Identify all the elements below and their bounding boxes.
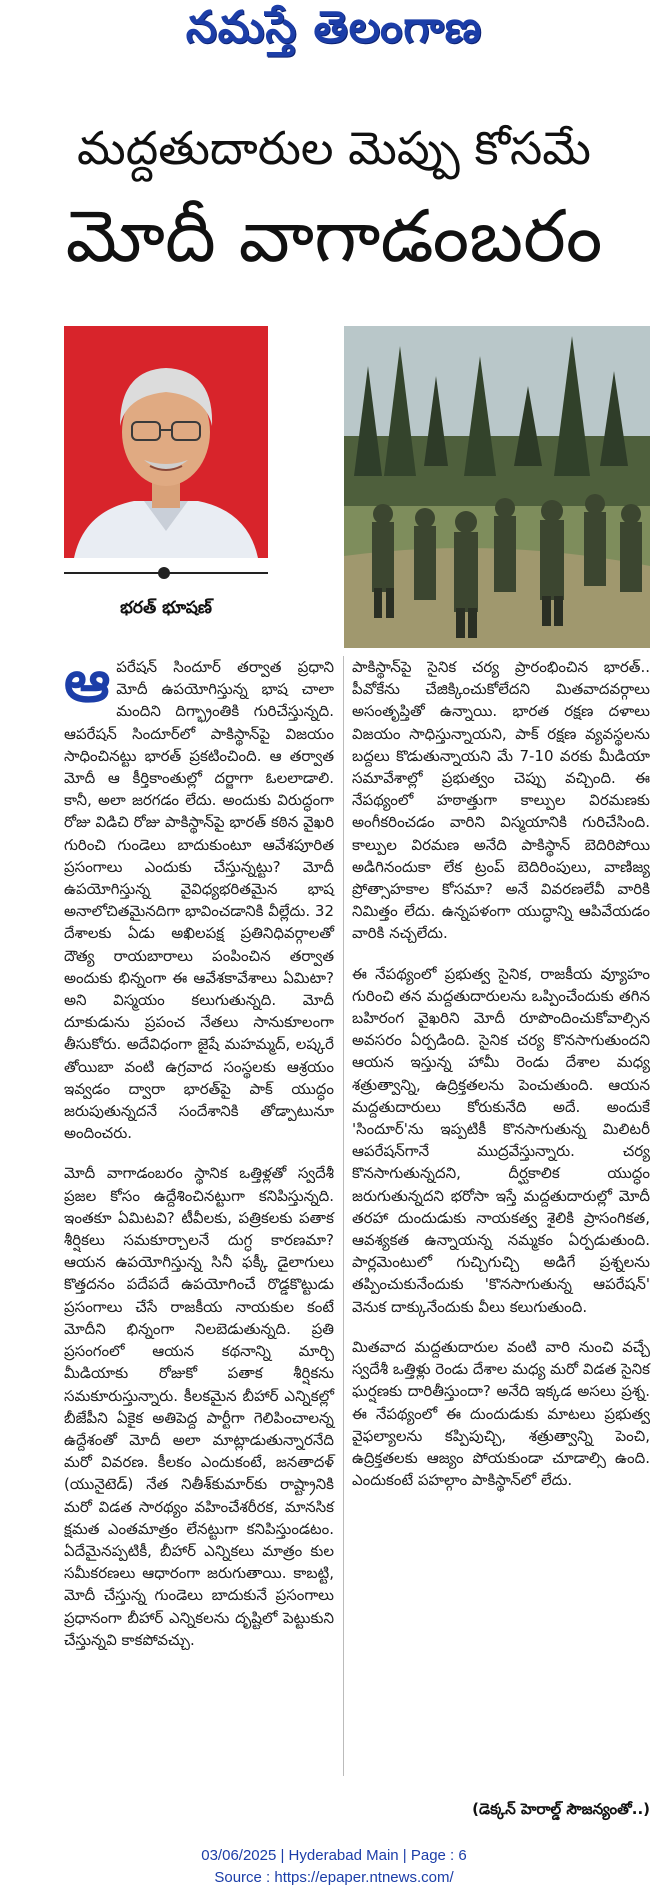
paragraph: మోదీ వాగాడంబరం స్థానిక ఒత్తిళ్లతో స్వదేశీ ప్రజల కోసం ఉద్దేశించినట్టుగా కనిపిస్తున్నది. ఇంతకూ ఏమిటవి? టీవీలకు, పత్రికలకు పతాక శీర్షికలు సమకూర్చాలనే దుగ్ధ కారణమా? ఆయన ఉపయోగిస్తున్న సినీ ఫక్కీ డైలాగులు కొత్తదనం పదేపదే ఉపయోగించే రొడ్డకొట్టుడు ప్రసంగాలు చేసే రాజకీయ నాయకుల కంటే మోదీని భిన్నంగా నిలబెడుతున్నది. ప్రతి ప్రసంగంలో ఆయన కథనాన్ని మార్చి మీడియాకు రోజుకో పతాక శీర్షికను సమకూరుస్తున్నారు. కీలకమైన బీహార్ ఎన్నికల్లో బీజేపీని ఏకైక అతిపెద్ద పార్టీగా గెలిపించాలన్న ఉద్దేశంతో మోదీ అలా మాట్లాడుతున్నారనేది మరో వివరణ. కీలకం ఎందుకంటే, జనతాదళ్ (యునైటెడ్) నేత నితీశ్‌కుమార్‌కు రాష్ట్రానికి మరో విడత సారథ్యం వహించేశరీరక, మానసిక క్షమత ఎంతమాత్రం లేనట్టుగా కనిపిస్తుండటం. ఏదేమైనప్పటికీ, బీహార్ ఎన్నికలు మాత్రం కుల సమీకరణలు ఆధారంగా జరుగుతాయి. కాబట్టి, మోదీ చేస్తున్న గుండెలు బాదుకునే ప్రసంగాలు ప్రధానంగా బీహార్ ఎన్నికలను దృష్టిలో పెట్టుకుని చేస్తున్నవి కాకపోవచ్చు. [64, 1164, 334, 1649]
article-column-right [352, 656, 650, 1509]
article-headline: మోదీ వాగాడంబరం [65, 194, 603, 278]
author-byline: భరత్ భూషణ్ [120, 598, 212, 618]
paragraph: మితవాద మద్దతుదారుల వంటి వారి నుంచి వచ్చే స్వదేశీ ఒత్తిళ్లు రెండు దేశాల మధ్య మరో విడత సైనిక ఘర్షణకు దారితీస్తుందా? అనేది ఇక్కడ అసలు ప్రశ్న. ఈ నేపథ్యంలో ఈ దుందుడుకు మాటలు ప్రభుత్వ వైఫల్యాలను కప్పిపుచ్చి, శత్రుత్వాన్ని పెంచి, ఉద్రిక్తతలకు ఆజ్యం పోయకుండా చూడాల్సి ఉంది. ఎందుకంటే పహల్గాం పాకిస్థాన్‌లో లేదు. [352, 1337, 650, 1490]
byline-divider-dot [158, 567, 170, 579]
paragraph-text: పరేషన్ సిందూర్ తర్వాత ప్రధాని మోదీ ఉపయోగిస్తున్న భాష చాలా మందిని దిగ్భ్రాంతికి గురిచేస్తున్నది. ఆపరేషన్ సిందూర్‌లో పాకిస్థాన్‌పై విజయం సాధించినట్టు భారత్ ప్రకటించింది. ఆ తర్వాత మోదీ ఆ కీర్తికాంతుల్లో దర్జాగా ఓలలాడాలి. కానీ, అలా జరగడం లేదు. అందుకు విరుద్ధంగా రోజు విడిచి రోజు పాకిస్థాన్‌పై భారత్ కఠిన వైఖరి గురించి గుండెలు బాదుకుంటూ ఆవేశపూరిత ప్రసంగాలు ఎందుకు చేస్తున్నట్టు? మోదీ ఉపయోగిస్తున్న వైవిధ్యభరితమైన భాష అనాలోచితమైనదిగా భావించడానికి వీల్లేదు. 32 దేశాలకు ఏడు అఖిలపక్ష ప్రతినిధివర్గాలతో దౌత్య రాయబారాలు పంపించిన తర్వాత అందుకు భిన్నంగా ఈ ఆవేశకావేశాలు ఏమిటా? అని విస్మయం కలుగుతున్నది. మోదీ దూకుడును ప్రపంచ నేతలు సానుకూలంగా తీసుకోరు. అదేవిధంగా జైషే మహమ్మద్, లష్కరే తోయిబా వంటి ఉగ్రవాద సంస్థలకు ఆశ్రయం ఇవ్వడం ద్వారా భారత్‌పై పాక్ యుద్ధం జరుపుతున్నదనే సందేశానికి తోడ్పాటునూ అందించరు. [64, 658, 334, 1143]
column-divider [343, 656, 344, 1776]
masthead [0, 0, 668, 66]
author-photo [64, 326, 268, 558]
paragraph: పాకిస్థాన్‌పై సైనిక చర్య ప్రారంభించిన భారత్.. పీవోకేను చేజిక్కించుకోలేదని మితవాదవర్గాలు అసంతృప్తితో ఉన్నాయి. భారత రక్షణ దళాలు విజయం సాధిస్తున్నాయని, పాక్ రక్షణ వ్యవస్థలను బద్దలు కొడుతున్నాయని మే 7-10 వరకు మీడియా సమావేశాల్లో ప్రభుత్వం చెప్పు వచ్చింది. ఈ నేపథ్యంలో హఠాత్తుగా కాల్పుల విరమణకు అంగీకరించడం వారిని విస్మయానికి గురిచేసింది. కాల్పుల విరమణ అనేది పాకిస్థాన్ బెదిరిపోయి అడిగినందుకా లేక ట్రంప్ బెదిరింపులు, వాణిజ్య ప్రోత్సాహకాల కోసమా? అనే వివరణలేవీ వారికి నిమిత్తం లేదు. ఉన్నపళంగా యుద్ధాన్ని ఆపివేయడం వారికి నచ్చలేదు. [352, 658, 650, 943]
soldiers-photo [344, 326, 650, 648]
source-credit: (డెక్కన్ హెరాల్డ్ సౌజన్యంతో..) [472, 1800, 650, 1818]
masthead-title: నమస్తే తెలంగాణ [185, 2, 483, 53]
paragraph: ఈ నేపథ్యంలో ప్రభుత్వ సైనిక, రాజకీయ వ్యూహం గురించి తన మద్దతుదారులను ఒప్పించేందుకు తగిన బహిరంగ వైఖరిని మోదీ రూపొందించుకోవాల్సిన అవసరం ఏర్పడింది. సైనిక చర్య కొనసాగుతుందని ఆయన ఇస్తున్న హామీ రెండు దేశాల మధ్య శత్రుత్వాన్ని, ఉద్రిక్తతలను పెంచుతుంది. ఆయన మద్దతుదారులు కోరుకునేది అదే. అందుకే 'సిందూర్'ను ఇప్పటికీ కొనసాగుతున్న మిలిటరీ ఆపరేషన్‌గానే ముద్రవేస్తున్నారు. చర్య కొనసాగుతున్నదని, దీర్ఘకాలిక యుద్ధం జరుగుతున్నదని భరోసా ఇస్తే మద్దతుదారుల్లో మోదీ తరహా దుందుడుకు నాయకత్వ శైలికి ప్రాసంగికత, ఆవశ్యకత ఉన్నాయన్న నమ్మకం ఏర్పడుతుంది. పార్లమెంటులో గుచ్చిగుచ్చి అడిగే ప్రశ్నలను తప్పించుకునేందుకు 'కొనసాగుతున్న ఆపరేషన్' వెనుక దాక్కునేందుకు వీలు కలుగుతుంది. [352, 964, 650, 1316]
edition-info: 03/06/2025 | Hyderabad Main | Page : 6 [201, 1847, 467, 1864]
paragraph [64, 647, 334, 1144]
source-link[interactable]: Source : https://epaper.ntnews.com/ [214, 1869, 454, 1886]
article-kicker: మద్దతుదారుల మెప్పు కోసమే [77, 121, 591, 175]
drop-cap: ఆ [64, 647, 111, 715]
article-column-left [64, 647, 334, 1669]
